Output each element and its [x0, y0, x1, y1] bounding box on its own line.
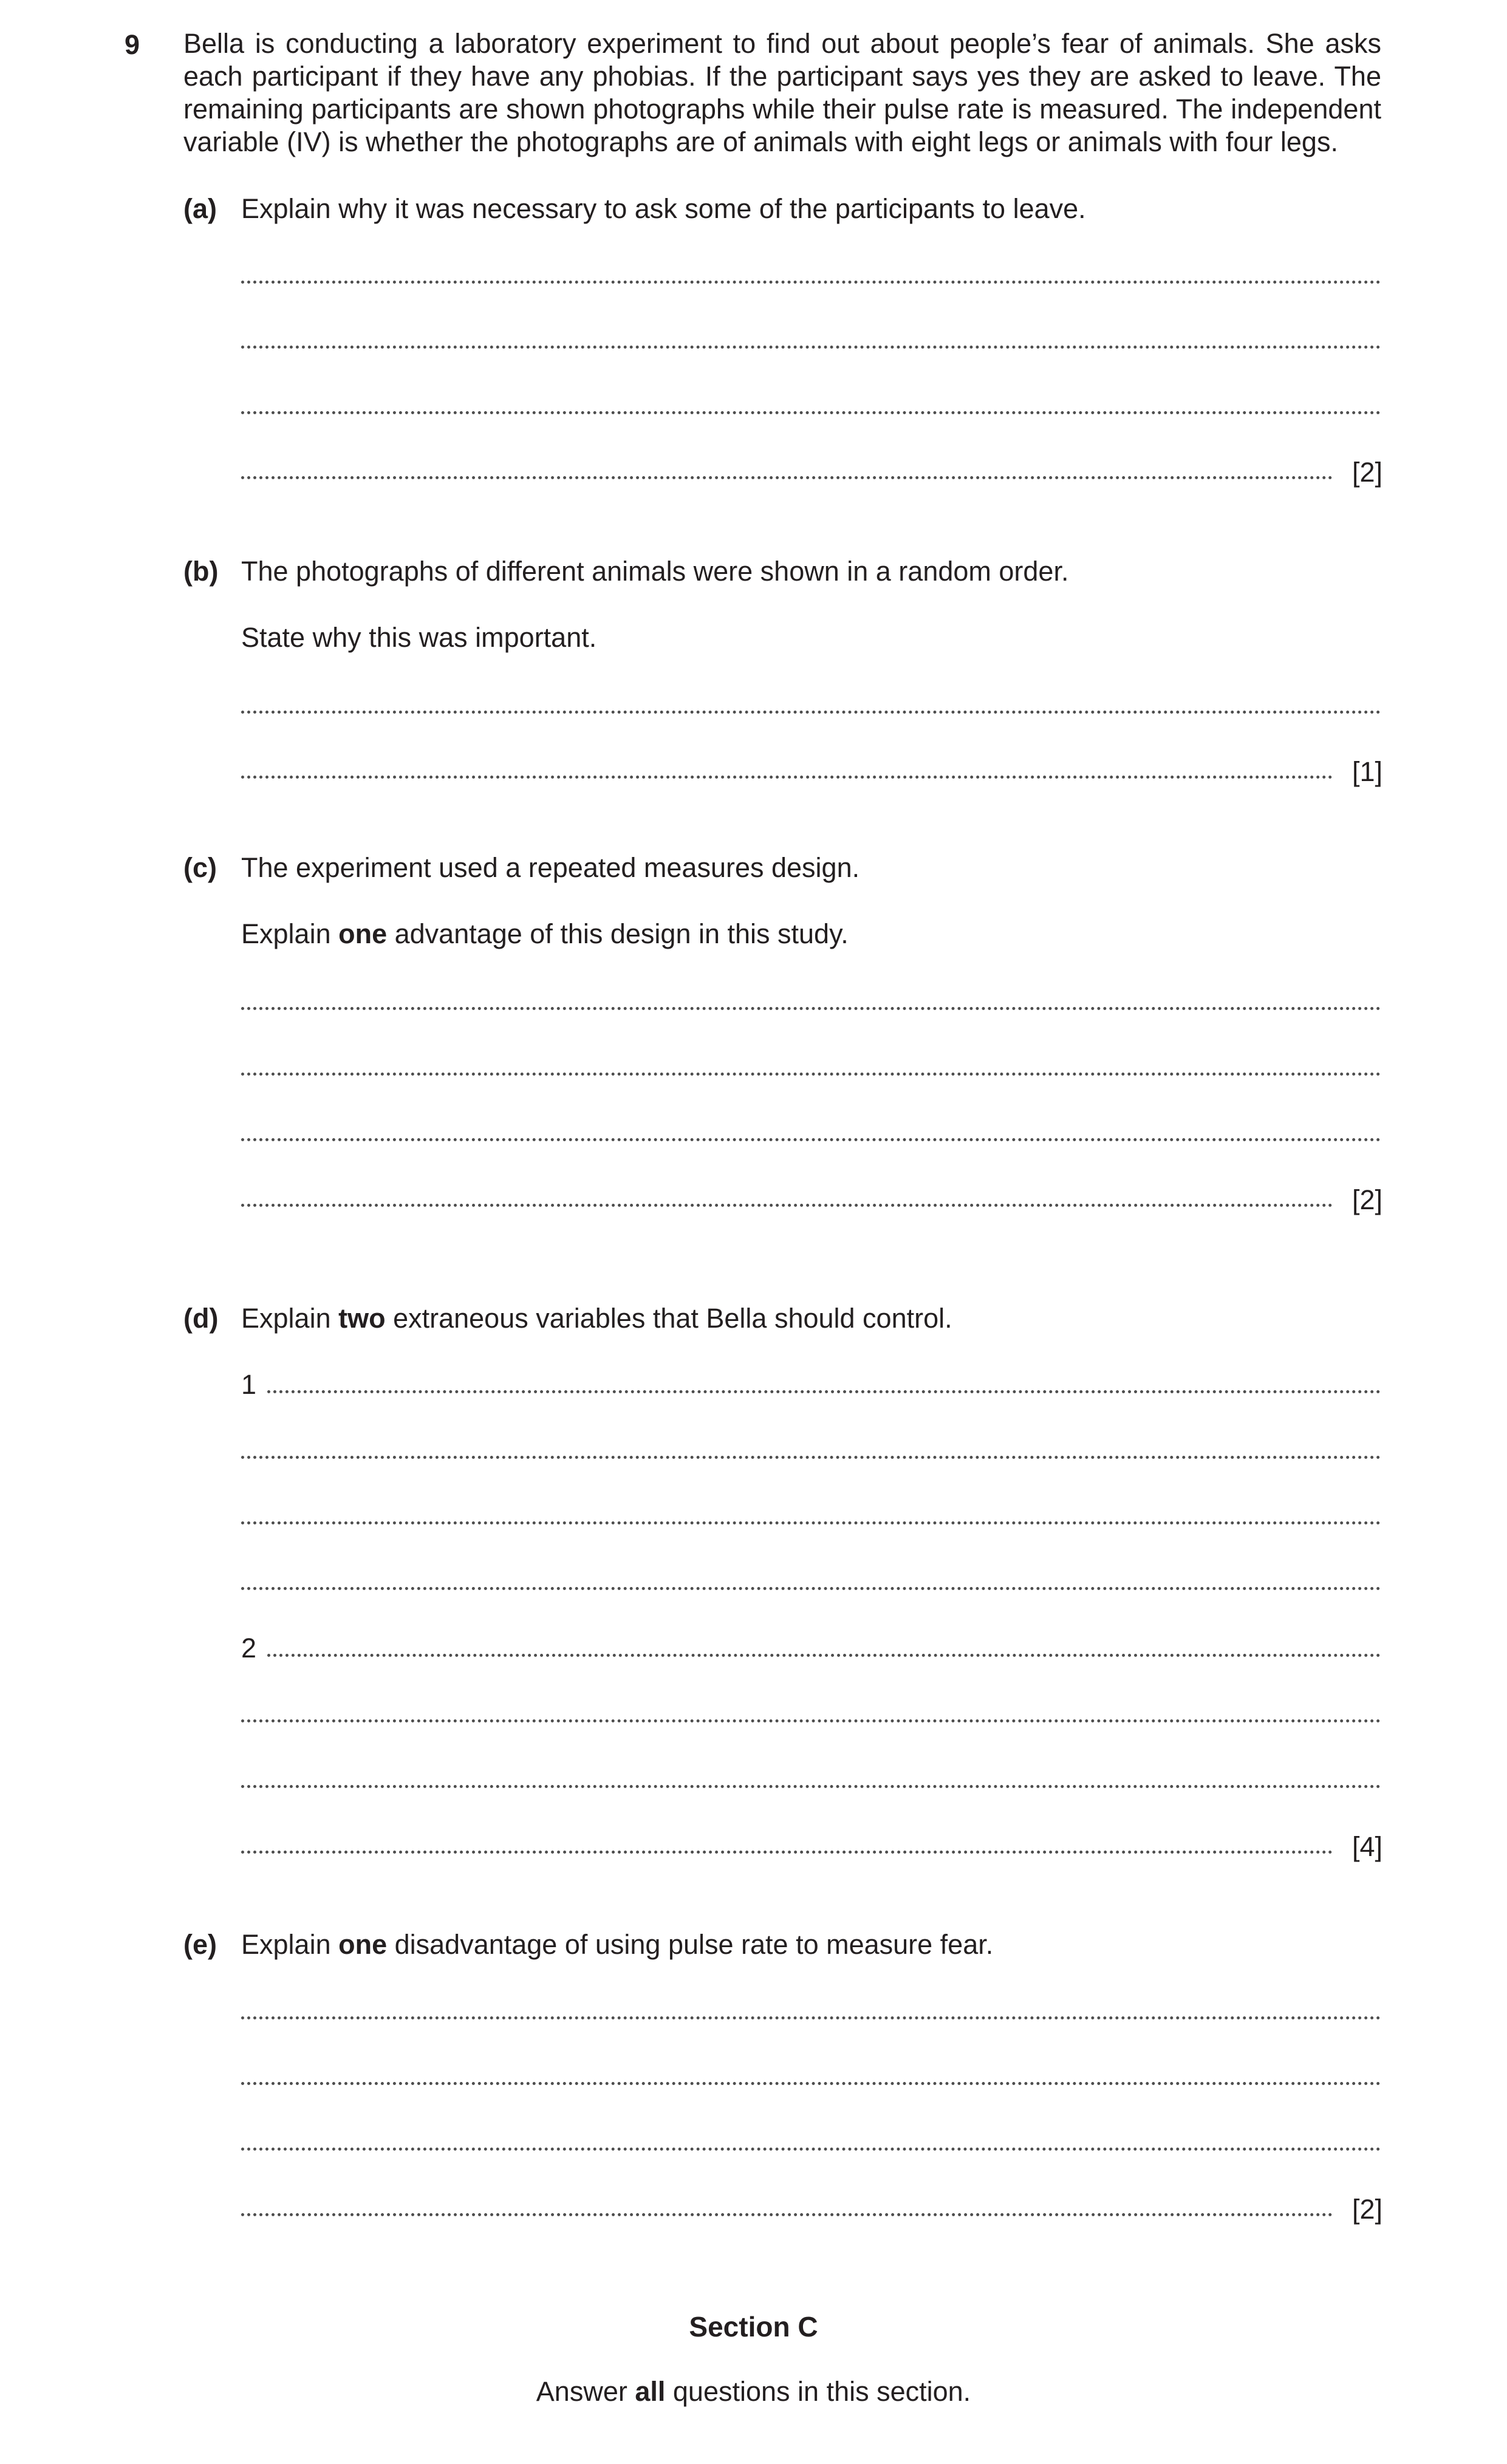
section-title: Section C	[689, 2311, 818, 2343]
item-number-2: 2	[241, 1633, 257, 1664]
answer-line[interactable]	[241, 1521, 1381, 1524]
answer-line[interactable]	[241, 711, 1381, 714]
answer-line[interactable]	[241, 2016, 1381, 2019]
answer-line[interactable]	[241, 776, 1333, 779]
answer-line[interactable]	[267, 1390, 1381, 1393]
answer-line[interactable]	[241, 1073, 1381, 1076]
part-c-prompt: Explain one advantage of this design in this study.	[241, 918, 849, 949]
part-c-label: (c)	[183, 852, 217, 883]
answer-line[interactable]	[241, 1719, 1381, 1722]
answer-line[interactable]	[241, 411, 1381, 414]
question-intro: Bella is conducting a laboratory experiment to find out about people’s fear of animals. She asks each participant if they have any phobias. If the participant says yes they are asked to leave. The remaining participants are shown photographs while their pulse rate is measured. The independent variable (IV) is whether the photographs are of animals with eight legs or animals with four legs.	[183, 28, 1381, 157]
answer-line[interactable]	[241, 2082, 1381, 2085]
part-d-mark: [4]	[1352, 1831, 1382, 1862]
answer-line[interactable]	[241, 281, 1381, 284]
part-b-statement: The photographs of different animals were shown in a random order.	[241, 556, 1069, 587]
part-a-label: (a)	[183, 193, 217, 224]
question-number: 9	[125, 29, 140, 60]
answer-line[interactable]	[241, 1138, 1381, 1141]
answer-line[interactable]	[241, 1204, 1333, 1207]
answer-line[interactable]	[241, 2213, 1333, 2216]
part-a-prompt: Explain why it was necessary to ask some of the participants to leave.	[241, 193, 1086, 224]
answer-line[interactable]	[241, 2148, 1381, 2151]
part-c-statement: The experiment used a repeated measures design.	[241, 852, 860, 883]
part-c-mark: [2]	[1352, 1184, 1382, 1215]
answer-line[interactable]	[241, 1851, 1333, 1854]
part-b-prompt: State why this was important.	[241, 622, 597, 653]
answer-line[interactable]	[267, 1654, 1381, 1657]
answer-line[interactable]	[241, 476, 1333, 479]
section-instruction: Answer all questions in this section.	[536, 2376, 971, 2407]
answer-line[interactable]	[241, 1456, 1381, 1459]
part-e-mark: [2]	[1352, 2194, 1382, 2225]
part-a-mark: [2]	[1352, 457, 1382, 488]
answer-line[interactable]	[241, 1007, 1381, 1010]
item-number-1: 1	[241, 1369, 257, 1400]
part-d-label: (d)	[183, 1303, 219, 1334]
part-d-prompt: Explain two extraneous variables that Bella should control.	[241, 1303, 952, 1334]
part-b-label: (b)	[183, 556, 219, 587]
part-e-prompt: Explain one disadvantage of using pulse rate to measure fear.	[241, 1929, 994, 1960]
part-b-mark: [1]	[1352, 756, 1382, 787]
answer-line[interactable]	[241, 1785, 1381, 1788]
answer-line[interactable]	[241, 1587, 1381, 1590]
part-e-label: (e)	[183, 1929, 217, 1960]
answer-line[interactable]	[241, 346, 1381, 349]
